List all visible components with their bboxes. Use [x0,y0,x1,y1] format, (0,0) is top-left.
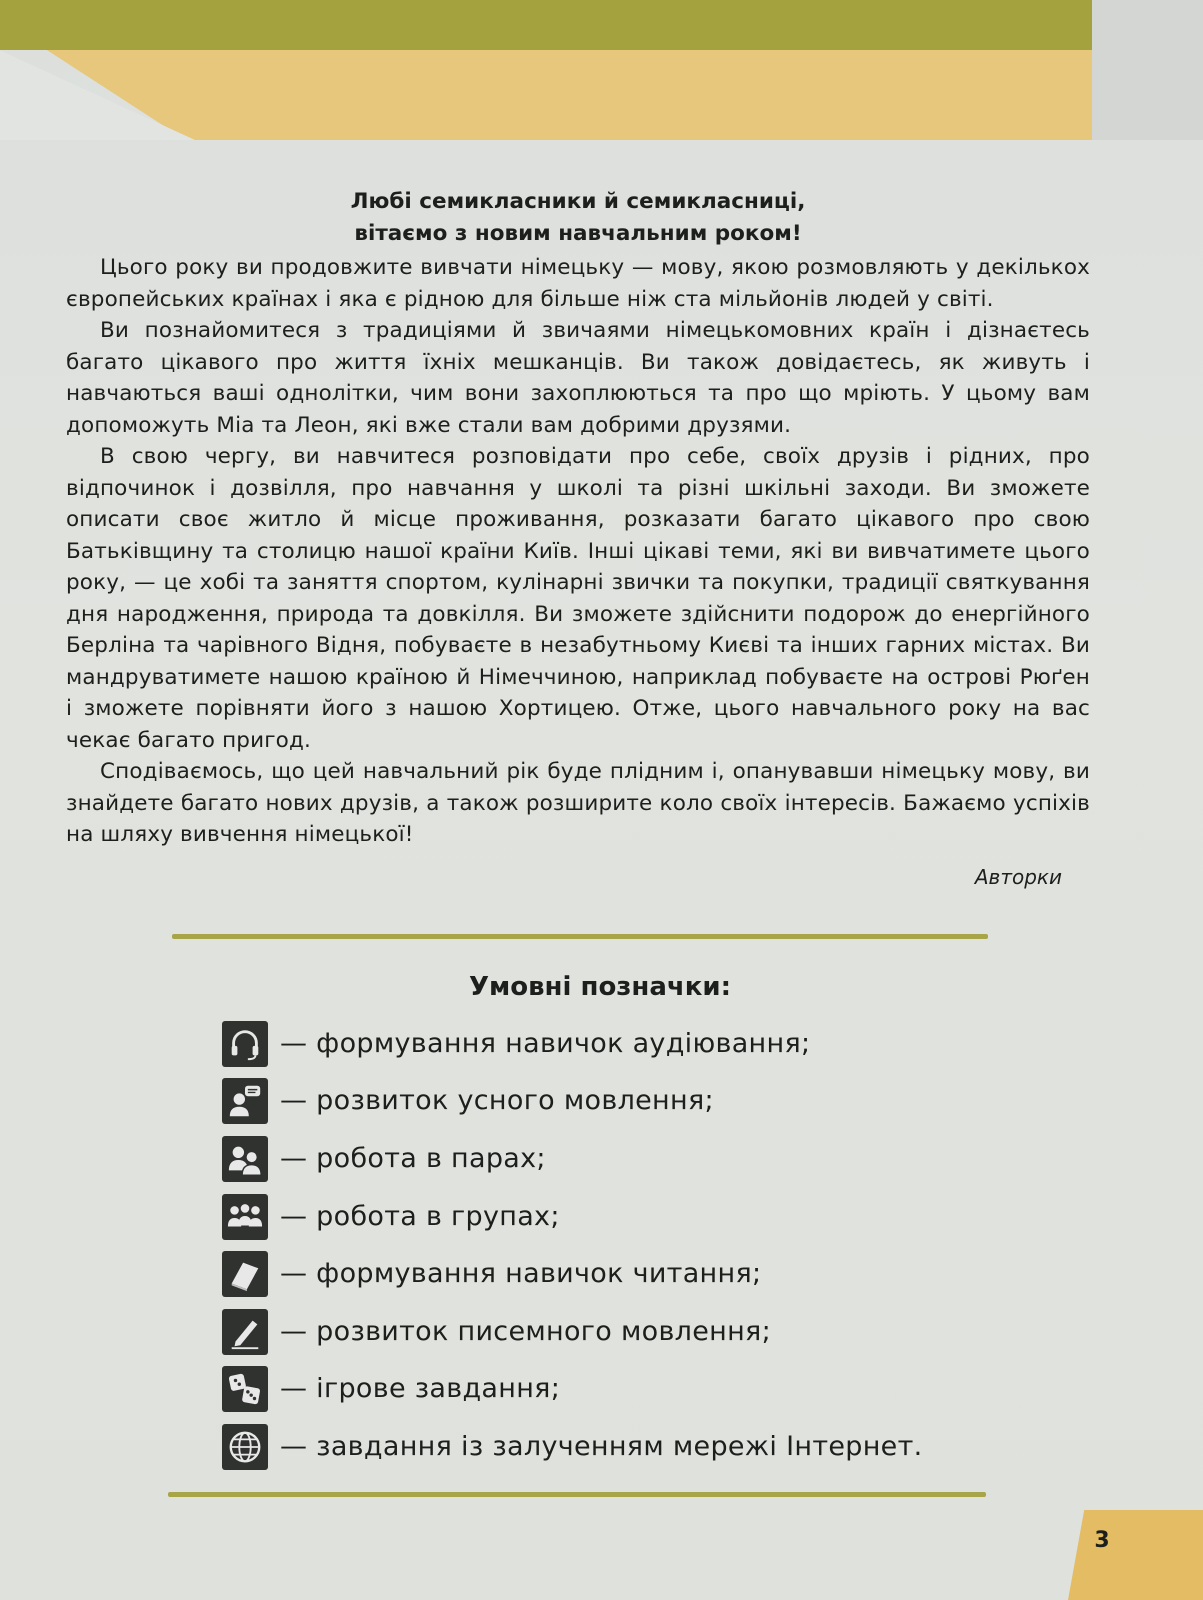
legend-item-game [222,1361,1022,1419]
legend-text: — ігрове завдання; [280,1373,561,1405]
intro-text [66,186,1090,893]
legend-text: — розвиток писемного мовлення; [280,1315,771,1347]
legend-text: — робота в групах; [280,1200,560,1232]
legend-title: Умовні позначки: [468,972,732,1002]
speech-person-icon [222,1078,268,1124]
header-decoration-right [1092,0,1203,140]
page-number: 3 [1094,1528,1110,1553]
legend-text: — формування навичок аудіювання; [280,1027,811,1059]
legend-item-groups [222,1188,1022,1246]
dice-icon [222,1366,268,1412]
paragraph-2: Ви познайомитеся з традиціями й звичаями німецькомовних країн і дізнаєтесь багато цікавого про життя їхніх мешканців. Ви також довідаєтесь, як живуть і навчаються ваші однолітки, чим вони захоплюються та про що мріють. У цьому вам допоможуть Міа та Леон, які вже стали вам добрими друзями. [66,318,1090,438]
pencil-icon [222,1309,268,1355]
greeting [66,186,1090,250]
legend-text: — робота в парах; [280,1142,546,1174]
greeting-line-1: Любі семикласники й семикласниці, [350,189,806,214]
greeting-line-2: вітаємо з новим навчальним роком! [354,221,802,246]
legend-item-reading [222,1245,1022,1303]
legend-list [222,1015,1022,1476]
divider-bottom [168,1492,986,1497]
signature: Авторки [974,864,1062,889]
legend-item-writing [222,1303,1022,1361]
pair-icon [222,1136,268,1182]
header-decoration-olive [0,0,1092,50]
book-icon [222,1251,268,1297]
legend-item-speaking [222,1073,1022,1131]
divider-top [172,934,988,939]
paragraph-3: В свою чергу, ви навчитеся розповідати про себе, своїх друзів і рідних, про відпочинок і дозвілля, про навчання у школі та різні шкільні заходи. Ви зможете описати своє житло й місце проживання, розказати багато цікавого про свою Батьківщину та столицю нашої країни Київ. Інші цікаві теми, які ви вивчатимете цього року, — це хобі та заняття спортом, кулінарні звички та покупки, традиції святкування дня народження, природа та довкілля. Ви зможете здійснити подорож до енергійного Берліна та чарівного Відня, побуваєте в незабутньому Києві та інших гарних містах. Ви мандруватимете нашою країною й Німеччиною, наприклад побуваєте на острові Рюґен і зможете порівняти його з нашою Хортицею. Отже, цього навчального року на вас чекає багато пригод. [66,444,1090,753]
legend-item-listening [222,1015,1022,1073]
legend-text: — формування навичок читання; [280,1258,762,1290]
legend-item-internet [222,1418,1022,1476]
legend-text: — розвиток усного мовлення; [280,1085,714,1117]
page-tab [1068,1510,1203,1600]
globe-icon [222,1424,268,1470]
group-icon [222,1194,268,1240]
paragraph-4: Сподіваємось, що цей навчальний рік буде плідним і, опанувавши німецьку мову, ви знайдете багато нових друзів, а також розширите коло своїх інтересів. Бажаємо успіхів на шляху вивчення німецької! [66,759,1090,847]
headphones-icon [222,1021,268,1067]
legend-text: — завдання із залученням мережі Інтернет. [280,1430,923,1462]
legend-item-pairs [222,1130,1022,1188]
paragraph-1: Цього року ви продовжите вивчати німецьку — мову, якою розмовляють у декількох європейських країнах і яка є рідною для більше ніж ста мільйонів людей у світі. [66,255,1090,312]
